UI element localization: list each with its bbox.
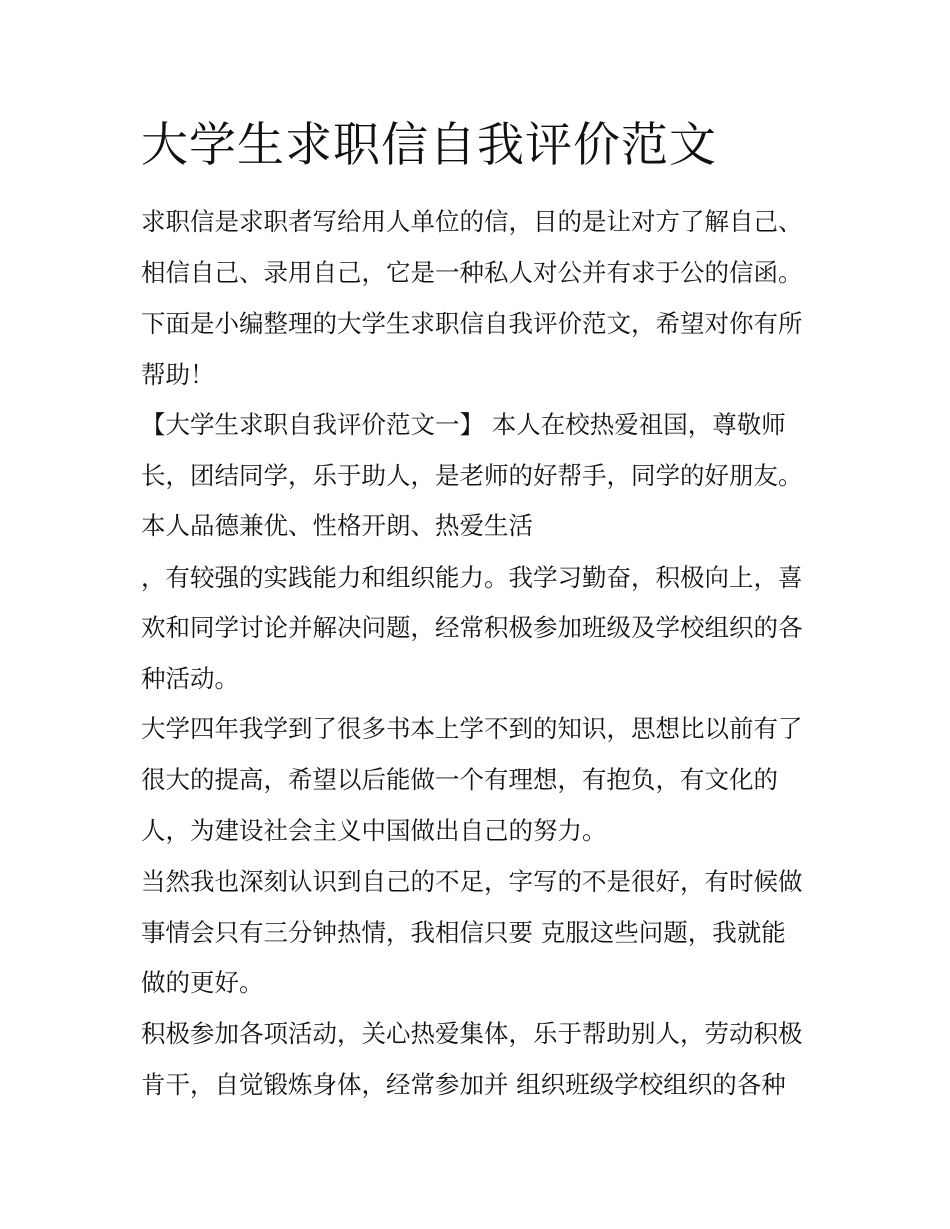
document-title: 大学生求职信自我评价范文 xyxy=(141,118,717,173)
body-line: 做的更好。 xyxy=(141,968,264,997)
body-line: 事情会只有三分钟热情，我相信只要 克服这些问题，我就能 xyxy=(141,918,786,947)
body-line: ，有较强的实践能力和组织能力。我学习勤奋，积极向上，喜 xyxy=(141,563,803,592)
body-line: 相信自己、录用自己，它是一种私人对公并有求于公的信函。 xyxy=(141,258,803,287)
body-line: 【大学生求职自我评价范文一】 本人在校热爱祖国，尊敬师 xyxy=(141,410,786,439)
body-line: 大学四年我学到了很多书本上学不到的知识，思想比以前有了 xyxy=(141,714,803,743)
body-line: 长，团结同学，乐于助人，是老师的好帮手，同学的好朋友。 xyxy=(141,461,803,490)
body-line: 下面是小编整理的大学生求职信自我评价范文，希望对你有所 xyxy=(141,309,803,338)
body-line: 求职信是求职者写给用人单位的信，目的是让对方了解自己、 xyxy=(141,207,803,236)
body-line: 种活动。 xyxy=(141,664,239,693)
body-line: 肯干，自觉锻炼身体，经常参加并 组织班级学校组织的各种 xyxy=(141,1070,786,1099)
body-line: 积极参加各项活动，关心热爱集体，乐于帮助别人，劳动积极 xyxy=(141,1019,803,1048)
body-line: 很大的提高，希望以后能做一个有理想，有抱负，有文化的 xyxy=(141,765,778,794)
body-line: 本人品德兼优、性格开朗、热爱生活 xyxy=(141,511,533,540)
body-line: 当然我也深刻认识到自己的不足，字写的不是很好，有时候做 xyxy=(141,867,803,896)
body-line: 欢和同学讨论并解决问题，经常积极参加班级及学校组织的各 xyxy=(141,613,803,642)
body-line: 人，为建设社会主义中国做出自己的努力。 xyxy=(141,816,607,845)
body-line: 帮助！ xyxy=(141,360,215,389)
